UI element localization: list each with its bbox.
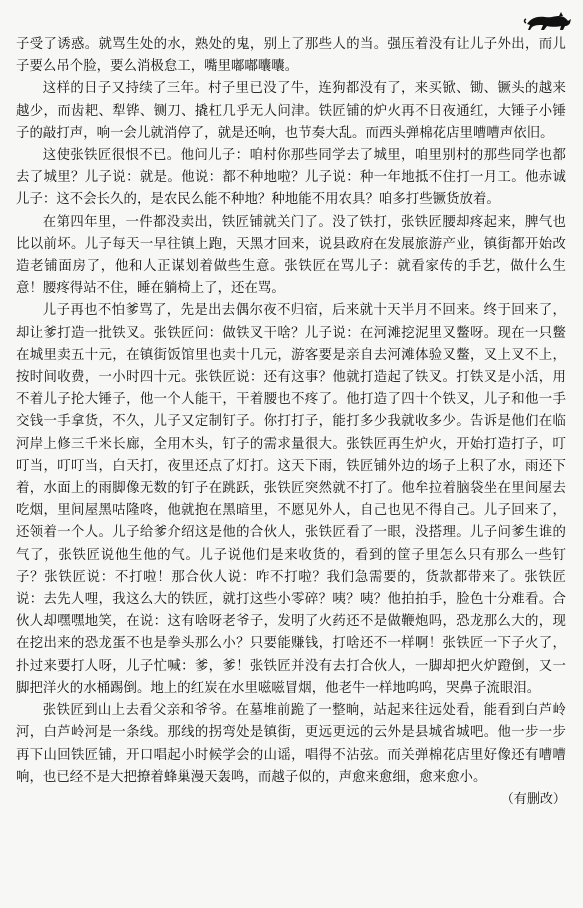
article-body: [16, 34, 566, 811]
paragraph-3: 这使张铁匠很恨不已。他问儿子：咱村你那些同学去了城里，咱里别村的那些同学也都去了城里？儿子说：就是。他说：都不种地啦？儿子说：种一年地抵不住打一月工。他赤诚儿子：这不会长久的，是农民么能不种地？种地能不用农具？咱多打些镢货放着。: [16, 148, 566, 208]
paragraph-4: 在第四年里，一件都没卖出，铁匠铺就关门了。没了铁打，张铁匠腰却疼起来，脾气也比以前坏。儿子每天一早往镇上跑，天黑才回来，说县政府在发展旅游产业，镇街都开始改造老铺面房了，他和人正谋划着做些生意。张铁匠在骂儿子：就看家传的手艺，做什么生意！腰疼得站不住，睡在躺椅上了，还在骂。: [16, 214, 566, 297]
source-note: （有删改）: [500, 791, 566, 807]
paragraph-6: 张铁匠到山上去看父亲和爷爷。在墓堆前跪了一整晌，站起来往远处看，能看到白芦岭河，白芦岭河是一条线。那线的拐弯处是镇街，更远更远的云外是县城省城吧。他一步一步再下山回铁匠铺，开口唱起小时候学会的山谣，唱得不沾弦。而关弹棉花店里好像还有嘈嘈响，也已经不是大把撩着蜂巢漫天轰鸣，而越子似的，声愈来愈细，愈来愈小。: [16, 703, 566, 785]
paragraph-5: 儿子再也不怕爹骂了，先是出去偶尔夜不归宿，后来就十天半月不回来。终于回来了，却让爹打造一批铁叉。张铁匠问：做铁叉干啥？儿子说：在河滩挖泥里叉鳖呀。现在一只鳖在城里卖五十元，在镇街饭馆里也卖十几元，游客要是亲自去河滩体验叉鳖，叉上叉不上，按时间收费，一小时四十元。张铁匠说：还有这事？他就打造起了铁叉。打铁叉是小活，用不着儿子抡大锤子，他一个人能干，干着腰也不疼了。他打造了四十个铁叉，儿子和他一手交钱一手拿货，不久，儿子又定制钉子。你打打子，能打多少我就收多少。告诉是他们在临河岸上修三千米长廊，全用木头，钉子的需求量很大。张铁匠再生炉火，开始打造打子，叮叮当，叮叮当，白天打，夜里还点了灯打。这天下雨，铁匠铺外边的场子上积了水，雨还下着，水面上的雨脚像无数的钉子在跳跃，张铁匠突然就不打了。他牟拉着脑袋坐在里间屋去吃烟，里间屋黑咕隆咚，他就抱在黑暗里，不愿见外人，自己也见不得自己。儿子回来了，还领着一个人。儿子给爹介绍这是他的合伙人，张铁匠看了一眼，没搭理。儿子问爹生谁的气了，张铁匠说他生他的气。儿子说他们是来收货的，看到的筐子里怎么只有那么一些钉子？张铁匠说：不打啦！那合伙人说：咋不打啦？我们急需要的，货款都带来了。张铁匠说：去先人哩，我这么大的铁匠，就打这些小零碎？咦？咦？他拍拍手，脸色十分难看。合伙人却嘿嘿地笑，在说：这有啥呀老爷子，发明了火药还不是做鞭炮吗，恐龙那么大的，现在挖出来的恐龙蛋不也是拳头那么小？只要能赚钱，打啥还不一样啊！张铁匠一下子火了，扑过来要打人呀，儿子忙喊：爹，爹！张铁匠并没有去打合伙人，一脚却把火炉蹬倒，又一脚把洋火的水桶踢倒。地上的红炭在水里嗞嗞冒烟，他老牛一样地呜呜，哭鼻子流眼泪。: [16, 303, 566, 696]
running-bull-logo-icon: [523, 10, 573, 32]
paragraph-2: 这样的日子又持续了三年。村子里已没了牛，连狗都没有了，来买锨、锄、镢头的越来越少，而齿耙、犁铧、铡刀、撬杠几乎无人问津。铁匠铺的炉火再不日夜通红，大锤子小锤子的敲打声，响一会儿就消停了，就是还响，也节奏大乱。而西头弹棉花店里嘈嘈声依旧。: [16, 81, 566, 141]
paragraph-1: 子受了诱惑。就骂生处的水，熟处的鬼，别上了那些人的当。强压着没有让儿子外出，而儿子要么吊个脸，要么消极怠工，嘴里嘟嘟囔囔。: [16, 37, 566, 75]
